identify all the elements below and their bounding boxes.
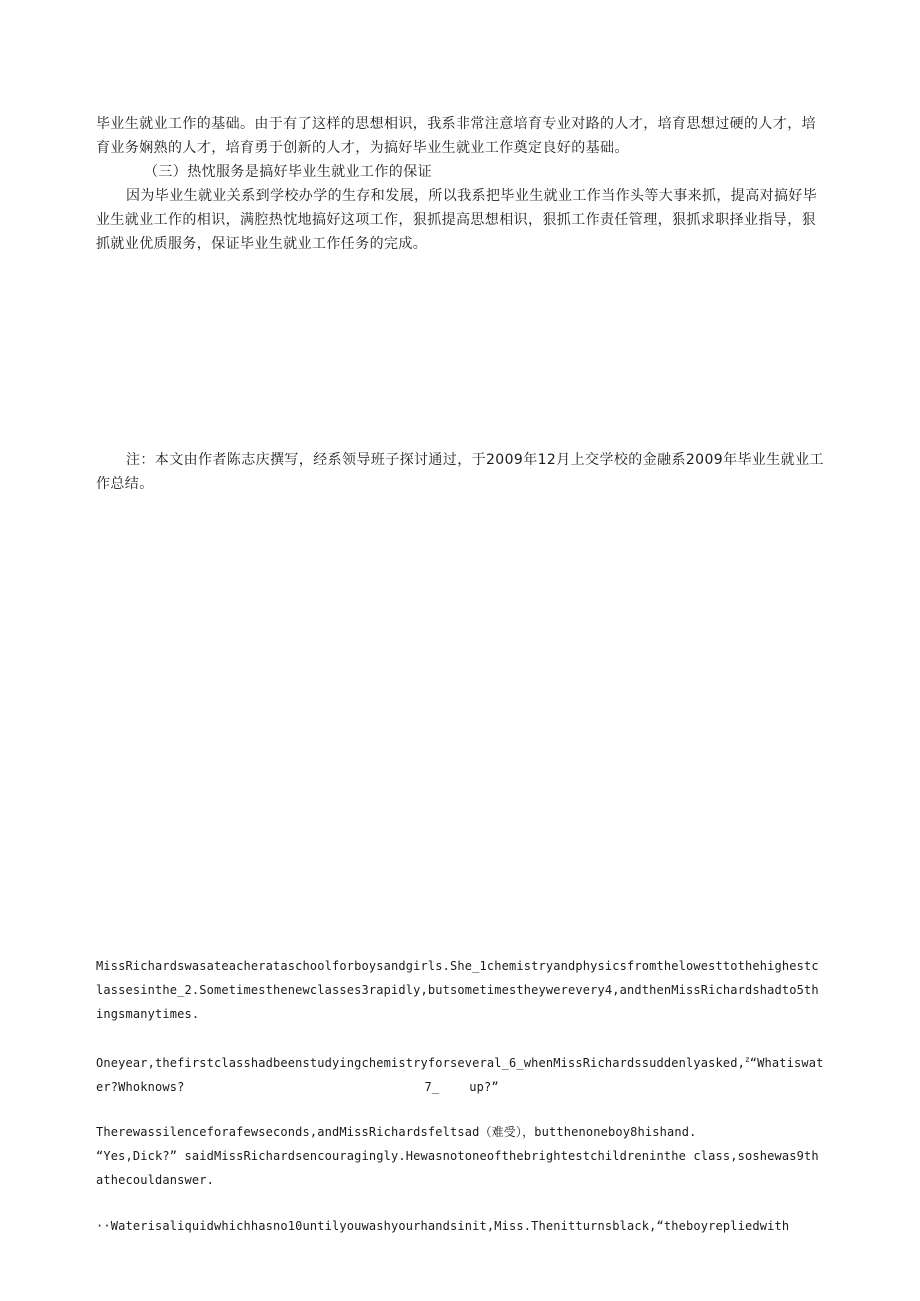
p2-text-mid: “Whatiswater?Whoknows? (96, 1056, 824, 1094)
paragraph-service-guarantee: 因为毕业生就业关系到学校办学的生存和发展，所以我系把毕业生就业工作当作头等大事来抓，提高对搞好毕业生就业工作的相识，满腔热忱地搞好这项工作，狠抓提高思想相识，狠抓工作责任管理，狠抓求职择业指导，狠抓就业优质服务，保证毕业生就业工作任务的完成。 (96, 188, 818, 252)
p2-text-start: Oneyear,thefirstclasshadbeenstudyingchemistryforseveral_6_whenMissRichardssuddenlyasked, (96, 1056, 745, 1070)
english-paragraph-3-line-1: Therewassilenceforafewseconds,andMissRichardsfeltsad（难受），butthenoneboy8hishand. (96, 1125, 697, 1139)
english-paragraph-2 (96, 1048, 826, 1099)
paragraph-employment-foundation: 毕业生就业工作的基础。由于有了这样的思想相识，我系非常注意培育专业对路的人才，培育思想过硬的人才，培育业务娴熟的人才，培育勇于创新的人才，为搞好毕业生就业工作奠定良好的基础。 (96, 116, 816, 156)
p2-stray-mark: z (744, 1055, 750, 1064)
english-paragraph-1: MissRichardswasateacherataschoolforboysandgirls.She_1chemistryandphysicsfromthelowesttothehighestclassesinthe_2.Sometimesthenewclasses3rapidly,butsometimestheywerevery4,andthenMissRichardshadto5thingsmanytimes. (96, 959, 819, 1021)
english-paragraph-3-line-2: “Yes,Dick?” saidMissRichardsencouragingly.Hewasnotoneofthebrightestchildreninthe class,soshewas9thathecouldanswer. (96, 1149, 819, 1187)
english-paragraph-4: ··Waterisaliquidwhichhasno10untilyouwashyourhandsinit,Miss.Thenitturnsblack,“theboyrepliedwith (96, 1219, 790, 1233)
section-heading-service: （三）热忱服务是搞好毕业生就业工作的保证 (144, 164, 432, 180)
p2-text-end: up?” (469, 1080, 499, 1094)
author-note: 注：本文由作者陈志庆撰写，经系领导班子探讨通过，于2009年12月上交学校的金融系2009年毕业生就业工作总结。 (96, 452, 824, 492)
p2-blank-7: 7_ (424, 1080, 440, 1094)
